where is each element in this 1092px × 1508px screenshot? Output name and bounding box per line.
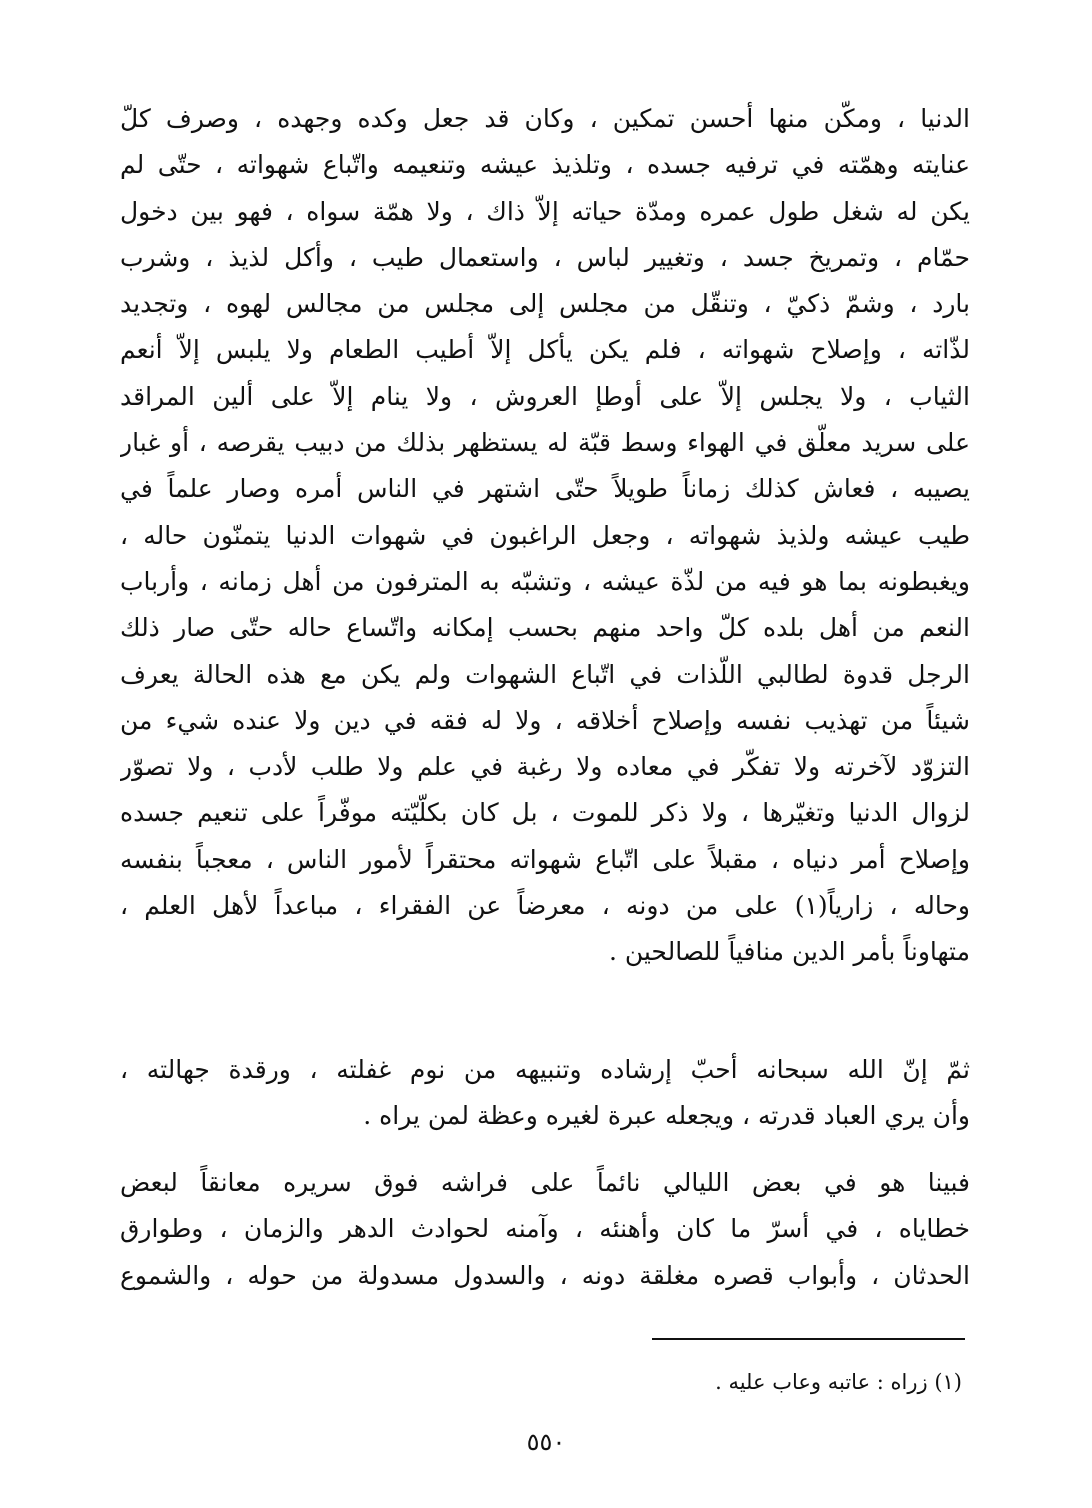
text-line: شيئاً من تهذيب نفسه وإصلاح أخلاقه ، ولا له فقه في دين ولا عنده شيء من: [120, 705, 970, 735]
text-line: الحدثان ، وأبواب قصره مغلقة دونه ، والسدول مسدولة من حوله ، والشموع: [120, 1260, 970, 1290]
paragraph-3: [120, 1160, 970, 1299]
text-line: الثياب ، ولا يجلس إلاّ على أوطإ العروش ، ولا ينام إلاّ على ألين المراقد: [120, 381, 970, 411]
page-number: ٥٥٠: [526, 1428, 566, 1456]
text-line: لذّاته ، وإصلاح شهواته ، فلم يكن يأكل إلاّ أطيب الطعام ولا يلبس إلاّ أنعم: [120, 335, 970, 365]
text-line: وإصلاح أمر دنياه ، مقبلاً على اتّباع شهواته محتقراً لأمور الناس ، معجباً بنفسه: [120, 844, 970, 874]
footnote-divider: [652, 1338, 965, 1340]
text-line: متهاوناً بأمر الدين منافياً للصالحين .: [608, 937, 970, 967]
text-line: يكن له شغل طول عمره ومدّة حياته إلاّ ذاك ، ولا همّة سواه ، فهو بين دخول: [120, 196, 970, 226]
text-line: حمّام ، وتمريخ جسد ، وتغيير لباس ، واستعمال طيب ، وأكل لذيذ ، وشرب: [120, 242, 970, 272]
text-line: وحاله ، زارياً(١) على من دونه ، معرضاً عن الفقراء ، مباعداً لأهل العلم ،: [120, 891, 970, 921]
text-line: التزوّد لآخرته ولا تفكّر في معاده ولا رغبة في علم ولا طلب لأدب ، ولا تصوّر: [120, 752, 970, 782]
footnote: (١) زراه : عاتبه وعاب عليه .: [715, 1370, 962, 1394]
text-line: النعم من أهل بلده كلّ واحد منهم بحسب إمكانه واتّساع حاله حتّى صار ذلك: [120, 613, 970, 643]
text-line: وأن يري العباد قدرته ، ويجعله عبرة لغيره وعظة لمن يراه .: [363, 1101, 970, 1131]
text-line: لزوال الدنيا وتغيّرها ، ولا ذكر للموت ، بل كان بكلّيّته موفّراً على تنعيم جسده: [120, 798, 970, 828]
text-line: طيب عيشه ولذيذ شهواته ، وجعل الراغبون في شهوات الدنيا يتمنّون حاله ،: [120, 520, 970, 550]
text-line: على سريد معلّق في الهواء وسط قبّة له يستظهر بذلك من دبيب يقرصه ، أو غبار: [120, 428, 970, 458]
text-line: خطاياه ، في أسرّ ما كان وأهنئه ، وآمنه لحوادث الدهر والزمان ، وطوارق: [120, 1214, 970, 1244]
paragraph-2: [120, 1047, 970, 1140]
text-line: ويغبطونه بما هو فيه من لذّة عيشه ، وتشبّه به المترفون من أهل زمانه ، وأرباب: [120, 566, 970, 596]
paragraph-1: [120, 96, 970, 976]
text-line: فبينا هو في بعض الليالي نائماً على فراشه فوق سريره معانقاً لبعض: [120, 1168, 970, 1197]
text-line: الدنيا ، ومكّن منها أحسن تمكين ، وكان قد جعل وكده وجهده ، وصرف كلّ: [120, 104, 970, 133]
text-line: بارد ، وشمّ ذكيّ ، وتنقّل من مجلس إلى مجلس من مجالس لهوه ، وتجديد: [120, 289, 970, 319]
text-line: الرجل قدوة لطالبي اللّذات في اتّباع الشهوات ولم يكن مع هذه الحالة يعرف: [120, 659, 970, 689]
text-line: يصيبه ، فعاش كذلك زماناً طويلاً حتّى اشتهر في الناس أمره وصار علماً في: [120, 474, 970, 504]
text-line: ثمّ إنّ الله سبحانه أحبّ إرشاده وتنبيهه من نوم غفلته ، ورقدة جهالته ،: [120, 1055, 970, 1084]
text-line: عنايته وهمّته في ترفيه جسده ، وتلذيذ عيشه وتنعيمه واتّباع شهواته ، حتّى لم: [120, 150, 970, 180]
